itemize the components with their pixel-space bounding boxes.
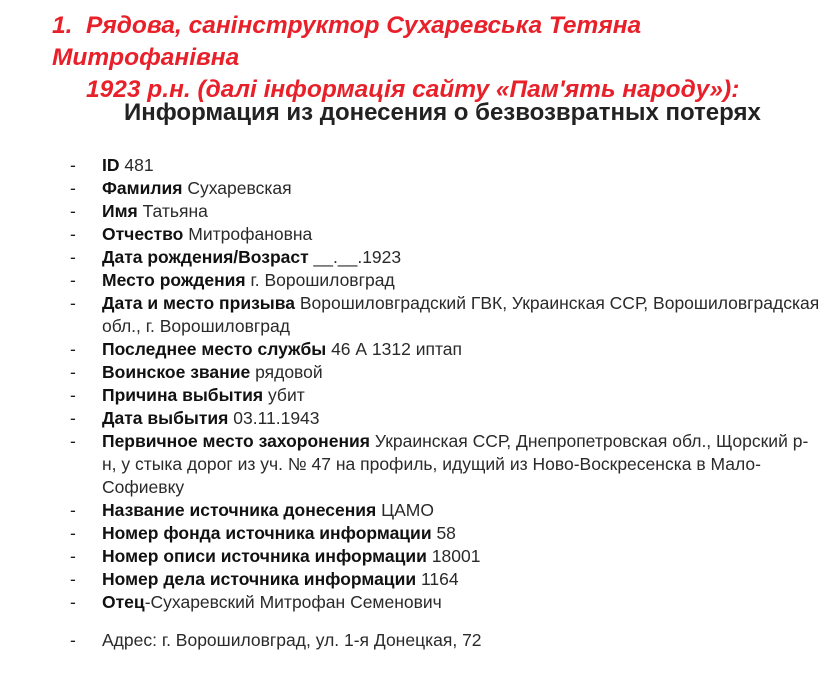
bullet-dash: -	[70, 592, 76, 612]
item-value: 46 А 1312 иптап	[326, 339, 462, 359]
bullet-dash: -	[70, 362, 76, 382]
item-value: -Сухаревский Митрофан Семенович	[144, 592, 442, 612]
item-label: Дата выбытия	[102, 408, 229, 428]
info-item-date	[0, 407, 840, 430]
item-value: ЦАМО	[376, 500, 434, 520]
info-item-last-service	[0, 338, 840, 361]
info-list	[0, 154, 840, 652]
item-value: 58	[431, 523, 456, 543]
item-value: г. Ворошиловград	[245, 270, 395, 290]
info-item-burial-place	[0, 430, 840, 499]
item-label: Причина выбытия	[102, 385, 264, 405]
bullet-dash: -	[70, 569, 76, 589]
item-label: Дата рождения/Возраст	[102, 247, 309, 267]
report-subtitle: Информация из донесения о безвозвратных потерях	[124, 99, 761, 126]
bullet-dash: -	[70, 270, 76, 290]
item-label: Отчество	[102, 224, 184, 244]
bullet-dash: -	[70, 431, 76, 451]
info-item-surname	[0, 177, 840, 200]
item-value: рядовой	[250, 362, 323, 382]
item-value: 18001	[426, 546, 481, 566]
info-item-conscription	[0, 292, 840, 338]
item-value: убит	[263, 385, 305, 405]
item-label: Последнее место службы	[102, 339, 327, 359]
item-value: Татьяна	[137, 201, 208, 221]
info-item-birth-place	[0, 269, 840, 292]
bullet-dash: -	[70, 247, 76, 267]
item-value: Ворошиловградский ГВК, Украинская ССР, Ворошиловградская обл., г. Ворошиловград	[102, 293, 820, 336]
heading	[52, 10, 832, 106]
item-value: Украинская ССР, Днепропетровская обл., Щорский р-н, у стыка дорог из уч. № 47 на профиль, идущий из Ново-Воскресенска в Мало-Софиевку	[102, 431, 809, 497]
address-text: Адрес: г. Ворошиловград, ул. 1-я Донецкая, 72	[102, 630, 482, 650]
info-item-first-name	[0, 200, 840, 223]
bullet-dash: -	[70, 201, 76, 221]
bullet-dash: -	[70, 155, 76, 175]
item-label: Отец	[102, 592, 145, 612]
info-item-source-name	[0, 499, 840, 522]
info-item-rank	[0, 361, 840, 384]
info-item-fond	[0, 522, 840, 545]
item-value: __.__.1923	[308, 247, 402, 267]
item-label: Дата и место призыва	[102, 293, 295, 313]
item-label: Номер фонда источника информации	[102, 523, 432, 543]
item-value: 1164	[416, 569, 459, 589]
heading-line-1: Рядова, санінструктор Сухаревська Тетяна Митрофанівна	[52, 12, 642, 71]
item-label: ID	[102, 155, 120, 175]
bullet-dash: -	[70, 546, 76, 566]
item-label: Имя	[102, 201, 138, 221]
item-label: Фамилия	[102, 178, 183, 198]
item-label: Воинское звание	[102, 362, 251, 382]
info-item-father	[0, 591, 840, 614]
item-value: Митрофановна	[183, 224, 313, 244]
info-item-address	[0, 629, 840, 652]
info-item-birth-date	[0, 246, 840, 269]
bullet-dash: -	[70, 523, 76, 543]
bullet-dash: -	[70, 178, 76, 198]
info-item-opis	[0, 545, 840, 568]
bullet-dash: -	[70, 408, 76, 428]
item-value: 481	[119, 155, 154, 175]
item-value: 03.11.1943	[228, 408, 320, 428]
info-item-delo	[0, 568, 840, 591]
info-item-reason	[0, 384, 840, 407]
info-item-patronymic	[0, 223, 840, 246]
bullet-dash: -	[70, 339, 76, 359]
item-label: Первичное место захоронения	[102, 431, 371, 451]
bullet-dash: -	[70, 224, 76, 244]
info-item-id	[0, 154, 840, 177]
item-label: Номер дела источника информации	[102, 569, 417, 589]
item-label: Место рождения	[102, 270, 246, 290]
bullet-dash: -	[70, 500, 76, 520]
bullet-dash: -	[70, 630, 76, 650]
item-label: Номер описи источника информации	[102, 546, 427, 566]
bullet-dash: -	[70, 293, 76, 313]
heading-line-2: 1923 р.н. (далі інформація сайту «Пам'ять народу»):	[86, 76, 740, 103]
heading-number: 1.	[52, 12, 73, 39]
item-label: Название источника донесения	[102, 500, 377, 520]
bullet-dash: -	[70, 385, 76, 405]
item-value: Сухаревская	[182, 178, 292, 198]
